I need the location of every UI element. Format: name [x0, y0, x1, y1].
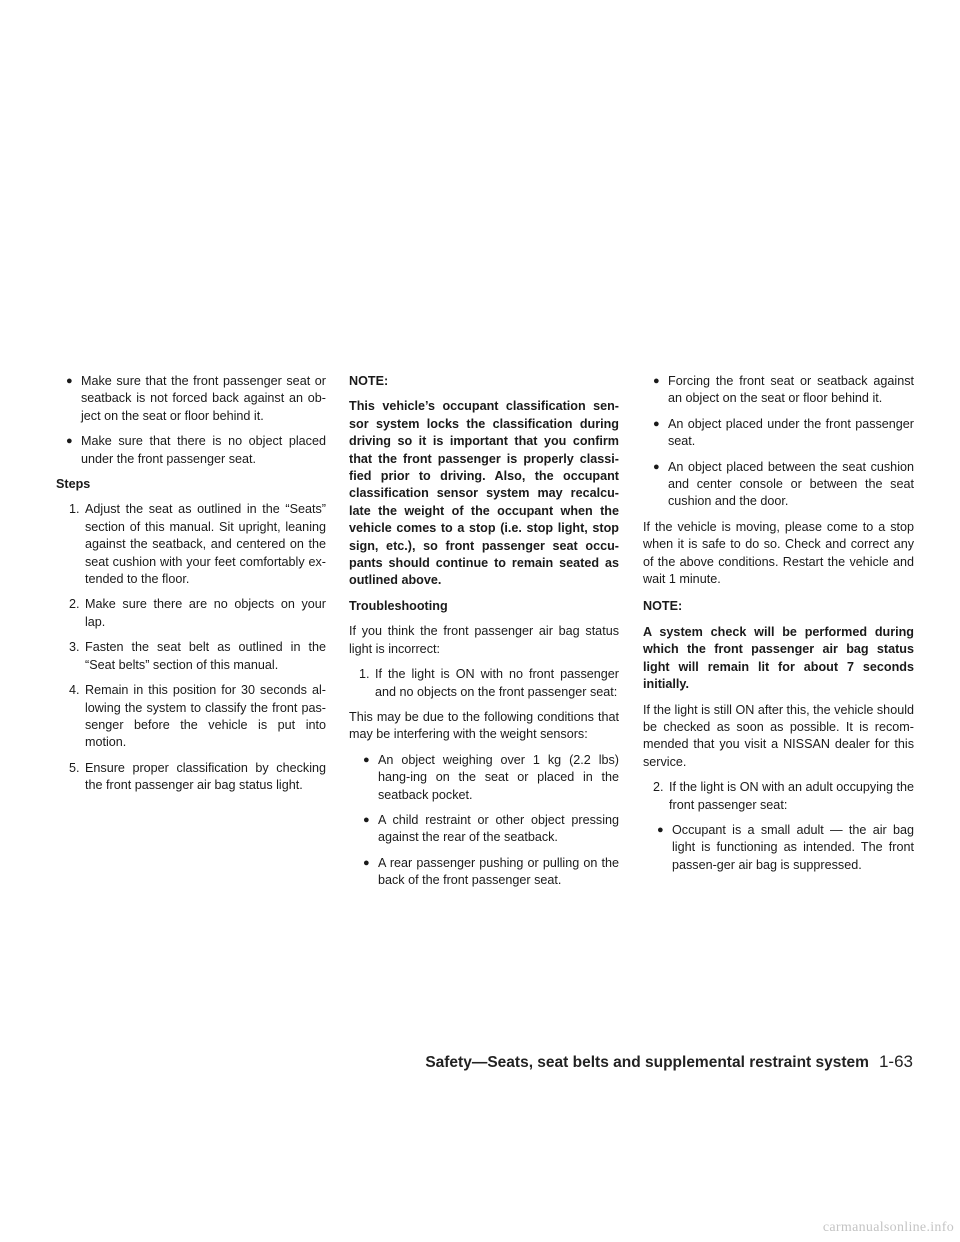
step-number: 1. [69, 502, 80, 517]
step-number: 2. [69, 597, 80, 612]
watermark: carmanualsonline.info [822, 1220, 954, 1235]
list-item [349, 855, 619, 890]
list-item [56, 373, 326, 425]
note-body: This vehicle’s occupant classification sen-sor system locks the classification during driving so it is important that you confirm that the front passenger is properly classi-fied prior to driving. Also, the occupant classification sensor system may recalcu-late the weight of the occupant when the vehicle comes to a stop (i.e. stop light, stop sign, etc.), so front passenger seat occu-pants should continue to remain seated as outlined above. [349, 399, 619, 588]
step-item [56, 596, 326, 631]
bullet-text: Occupant is a small adult — the air bag light is functioning as intended. The front passen-ger air bag is suppressed. [672, 822, 914, 872]
page-footer [0, 1052, 913, 1072]
step-number: 5. [69, 760, 80, 775]
note-label: NOTE: [349, 374, 389, 388]
conditions-intro: This may be due to the following conditions that may be interfering with the weight sensors: [349, 709, 619, 742]
bullet-text: An object placed between the seat cushion and center console or between the seat cushion and the door. [668, 459, 914, 509]
case-item [349, 666, 619, 701]
list-item [349, 752, 619, 804]
troubleshooting-heading: Troubleshooting [349, 598, 448, 613]
steps-heading: Steps [56, 477, 91, 492]
list-item [643, 373, 914, 408]
troubleshooting-intro: If you think the front passenger air bag status light is incorrect: [349, 624, 619, 656]
bullet-icon: ● [363, 856, 370, 869]
bullet-text: A rear passenger pushing or pulling on the back of the front passenger seat. [378, 855, 619, 888]
case-number: 1. [359, 667, 370, 682]
dealer-advice: If the light is still ON after this, the vehicle should be checked as soon as possible. It is recom-mended that you visit a NISSAN dealer for this service. [643, 702, 914, 769]
bullet-icon: ● [66, 375, 73, 387]
step-item [56, 501, 326, 588]
bullet-icon: ● [657, 823, 664, 836]
bullet-icon: ● [66, 435, 73, 448]
step-item [56, 682, 326, 752]
case-number: 2. [653, 780, 664, 795]
list-item [643, 416, 914, 451]
note-label: NOTE: [643, 599, 683, 614]
list-item [56, 433, 326, 468]
bullet-text: Make sure that the front passenger seat or seatback is not forced back against an ob-ject on the seat or floor behind it. [81, 374, 326, 423]
bullet-text: Make sure that there is no object placed under the front passenger seat. [81, 434, 326, 466]
bullet-text: Forcing the front seat or seatback against an object on the seat or floor behind it. [668, 374, 914, 406]
page-number: 1-63 [878, 1052, 913, 1071]
bullet-icon: ● [363, 753, 370, 766]
step-text: Remain in this position for 30 seconds al-lowing the system to classify the front pas-senger before the vehicle is put into motion. [85, 683, 326, 750]
list-item [643, 822, 914, 874]
step-text: Make sure there are no objects on your lap. [85, 597, 326, 629]
bullet-icon: ● [653, 460, 660, 473]
step-text: Fasten the seat belt as outlined in the “Seat belts” section of this manual. [85, 640, 326, 672]
bullet-text: An object weighing over 1 kg (2.2 lbs) hang-ing on the seat or placed in the seatback pocket. [378, 752, 619, 802]
step-text: Adjust the seat as outlined in the “Seats” section of this manual. Sit upright, leaning against the seatback, and centered on the seat cushion with your feet comfortably ex-tended to the floor. [85, 502, 326, 587]
restart-instructions: If the vehicle is moving, please come to a stop when it is safe to do so. Check and correct any of the above conditions. Restart the vehicle and wait 1 minute. [643, 519, 914, 587]
bullet-text: A child restraint or other object pressing against the rear of the seatback. [378, 812, 619, 845]
case-text: If the light is ON with an adult occupying the front passenger seat: [669, 780, 915, 812]
bullet-icon: ● [363, 813, 370, 826]
step-text: Ensure proper classification by checking the front passenger air bag status light. [85, 760, 326, 793]
step-number: 3. [69, 640, 80, 655]
bullet-icon: ● [653, 375, 660, 387]
case-item [643, 779, 914, 814]
list-item [643, 459, 914, 511]
column-right [643, 373, 914, 882]
bullet-icon: ● [653, 417, 660, 430]
case-text: If the light is ON with no front passenger and no objects on the front passenger seat: [375, 667, 619, 699]
list-item [349, 812, 619, 847]
step-item [56, 639, 326, 674]
section-title: Safety—Seats, seat belts and supplemental restraint system [425, 1054, 869, 1071]
column-left [56, 373, 326, 803]
column-middle [349, 373, 619, 898]
step-number: 4. [69, 683, 80, 698]
bullet-text: An object placed under the front passenger seat. [668, 416, 914, 449]
note-body: A system check will be performed during which the front passenger air bag status light will remain lit for about 7 seconds initially. [643, 624, 914, 692]
step-item [56, 760, 326, 795]
